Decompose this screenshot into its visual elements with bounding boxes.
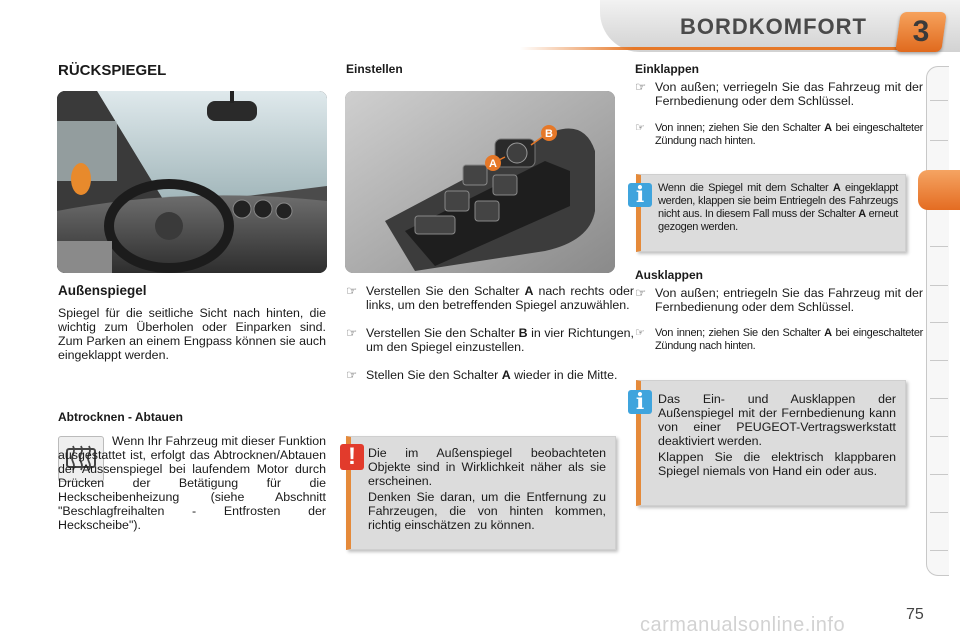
interior-mirror-photo [57, 91, 327, 273]
adjust-step-2: ☞ Verstellen Sie den Schalter B in vier Richtungen, um den Spiegel einzustellen. [346, 326, 634, 354]
info-folding-text: Wenn die Spiegel mit dem Schalter A eingeklappt werden, klappen sie beim Entriegeln des Fahrzeugs nicht aus. In diesem Fall muss der Schalter A erneut gezogen werden. [658, 182, 898, 233]
info-icon: i [628, 390, 652, 414]
mirror-switch-photo [345, 91, 615, 273]
watermark: carmanualsonline.info [640, 614, 846, 636]
exterior-mirror-paragraph: Spiegel für die seitliche Sicht nach hinten, die wichtig zum Überholen oder Einparken sind. Zum Parken an einem Engpass können sie auch eingeklappt werden. [58, 306, 326, 362]
pointing-hand-icon: ☞ [635, 286, 647, 300]
pointing-hand-icon: ☞ [635, 122, 645, 134]
defrost-heading: Abtrocknen - Abtauen [58, 410, 183, 424]
exterior-mirror-heading: Außenspiegel [58, 283, 147, 298]
warning-text-2: Denken Sie daran, um die Entfernung zu Fahrzeugen, die von hinten kommen, richtig einschätzen zu können. [368, 490, 606, 532]
tab-divider [930, 398, 948, 399]
chapter-title: BORDKOMFORT [680, 14, 867, 39]
door-switch-panel-illustration [345, 91, 615, 273]
header-accent-line [520, 47, 900, 50]
switch-b-label: B [545, 128, 553, 140]
info-remote-text-1: Das Ein- und Ausklappen der Außenspiegel mit der Fernbedienung kann von einer PEUGEOT-Vertragswerkstatt deaktiviert werden. [658, 392, 896, 448]
switch-a-label: A [489, 158, 497, 170]
car-interior-illustration [57, 91, 327, 273]
unfold-heading: Ausklappen [635, 268, 704, 282]
chapter-tab-active[interactable] [918, 170, 960, 210]
tab-divider [930, 436, 948, 437]
unfold-step-inside: ☞ Von innen; ziehen Sie den Schalter A bei eingeschalteter Zündung nach hinten. [635, 327, 923, 352]
tab-divider [930, 140, 948, 141]
pointing-hand-icon: ☞ [346, 326, 358, 340]
tab-divider [930, 246, 948, 247]
warning-icon: ! [340, 444, 364, 470]
section-title: RÜCKSPIEGEL [58, 62, 167, 79]
tab-divider [930, 285, 948, 286]
adjust-step-3: ☞ Stellen Sie den Schalter A wieder in die Mitte. [346, 368, 618, 382]
adjust-step-1: ☞ Verstellen Sie den Schalter A nach rechts oder links, um den betreffenden Spiegel anzuwählen. [346, 284, 634, 312]
chapter-number: 3 [912, 15, 930, 48]
pointing-hand-icon: ☞ [346, 284, 358, 298]
info-remote-text-2: Klappen Sie die elektrisch klappbaren Spiegel niemals von Hand ein oder aus. [658, 450, 896, 478]
tab-divider [930, 322, 948, 323]
tab-divider [930, 550, 948, 551]
pointing-hand-icon: ☞ [346, 368, 358, 382]
tab-divider [930, 474, 948, 475]
adjust-heading: Einstellen [346, 62, 403, 76]
defrost-paragraph: Wenn Ihr Fahrzeug mit dieser Funktion ausgestattet ist, erfolgt das Abtrocknen/Abtauen der Aussenspiegel bei laufendem Motor durch Drücken der Betätigung für die Heckscheibenheizung (siehe Abschnitt "Beschlagfreihalten - Entfrosten der Heckscheibe"). [58, 434, 326, 532]
chapter-tab-strip [926, 66, 949, 576]
pointing-hand-icon: ☞ [635, 327, 645, 339]
info-icon: i [628, 183, 652, 207]
fold-step-outside: ☞ Von außen; verriegeln Sie das Fahrzeug mit der Fernbedienung oder dem Schlüssel. [635, 80, 923, 108]
page-number: 75 [906, 606, 924, 623]
fold-heading: Einklappen [635, 62, 700, 76]
unfold-step-outside: ☞ Von außen; entriegeln Sie das Fahrzeug mit der Fernbedienung oder dem Schlüssel. [635, 286, 923, 314]
tab-divider [930, 512, 948, 513]
tab-divider [930, 360, 948, 361]
pointing-hand-icon: ☞ [635, 80, 647, 94]
tab-divider [930, 100, 948, 101]
warning-text-1: Die im Außenspiegel beobachteten Objekte sind in Wirklichkeit näher als sie erscheinen. [368, 446, 606, 488]
fold-step-inside: ☞ Von innen; ziehen Sie den Schalter A bei eingeschalteter Zündung nach hinten. [635, 122, 923, 147]
